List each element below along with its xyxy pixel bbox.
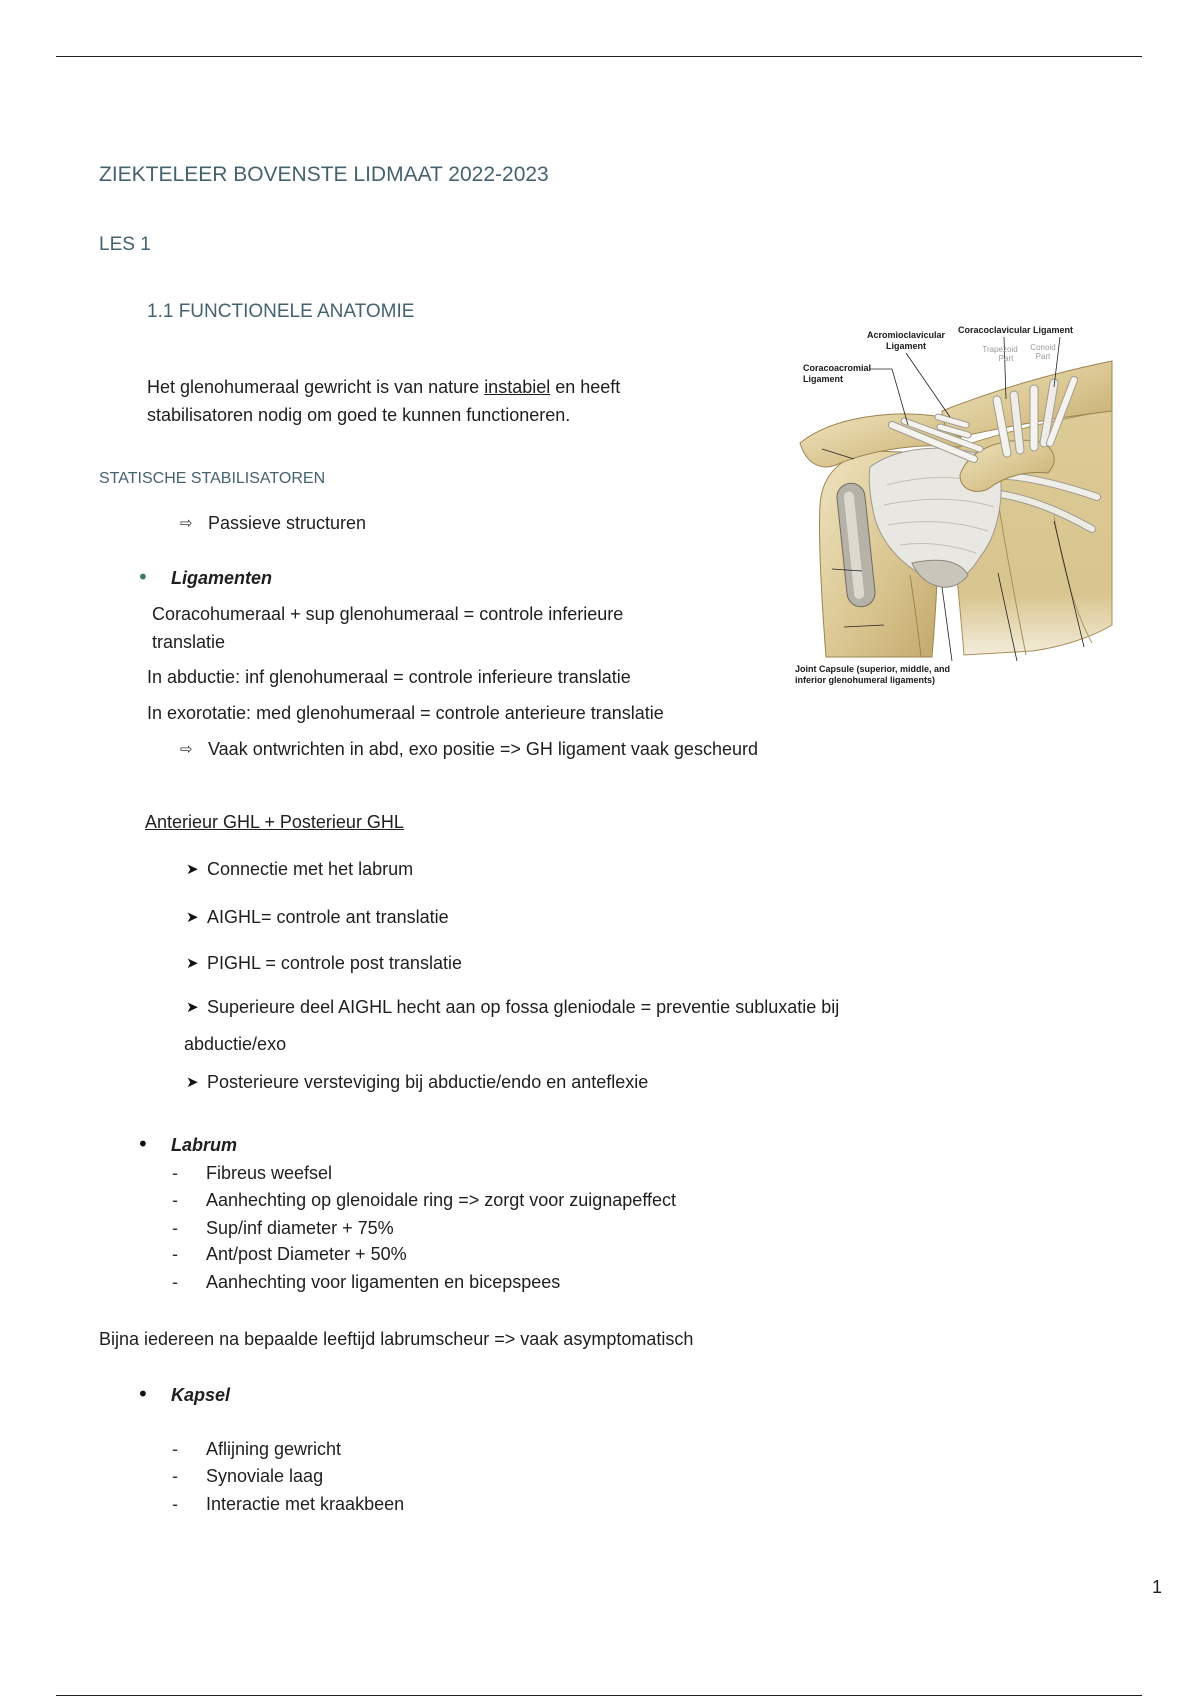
figure-label-acromioclavicular: Acromioclavicular	[866, 330, 946, 340]
arrowhead-bullet-icon: ➤	[186, 908, 199, 926]
ligament-line: In abductie: inf glenohumeraal = controle inferieure translatie	[147, 667, 631, 687]
dash-marker: -	[172, 1466, 178, 1486]
dash-marker: -	[172, 1272, 178, 1292]
ligament-note: Vaak ontwrichten in abd, exo positie => GH ligament vaak gescheurd	[208, 739, 758, 759]
passive-structures-text: Passieve structuren	[208, 513, 367, 533]
dash-marker: -	[172, 1494, 178, 1514]
arrow-icon: ⇨	[180, 514, 193, 532]
intro-text: en heeft	[550, 377, 621, 397]
kapsel-item: Synoviale laag	[206, 1466, 324, 1486]
ligament-line: In exorotatie: med glenohumeraal = controle anterieure translatie	[147, 703, 664, 723]
page-number: 1	[1152, 1577, 1163, 1597]
kapsel-title: Kapsel	[171, 1385, 231, 1405]
arrowhead-bullet-icon: ➤	[186, 1073, 199, 1091]
ligament-line: Coracohumeraal + sup glenohumeraal = controle inferieure	[152, 604, 624, 624]
intro-line	[147, 376, 620, 398]
figure-label-conoid: Part	[1035, 352, 1051, 361]
kapsel-item: Interactie met kraakbeen	[206, 1494, 405, 1514]
bullet-icon: •	[137, 1132, 149, 1156]
dash-marker: -	[172, 1163, 178, 1183]
dash-marker: -	[172, 1244, 178, 1264]
figure-label-acromioclavicular: Ligament	[885, 341, 927, 351]
arrow-icon: ⇨	[180, 740, 193, 758]
dash-marker: -	[172, 1439, 178, 1459]
labrum-title: Labrum	[171, 1135, 238, 1155]
ligaments-title: Ligamenten	[171, 568, 273, 588]
labrum-note: Bijna iedereen na bepaalde leeftijd labrumscheur => vaak asymptomatisch	[99, 1329, 694, 1349]
ghl-item: Connectie met het labrum	[207, 859, 414, 879]
figure-label-trapezoid: Trapezoid	[982, 345, 1018, 354]
kapsel-item: Aflijning gewricht	[206, 1439, 342, 1459]
arrowhead-bullet-icon: ➤	[186, 998, 199, 1016]
ghl-item: AIGHL= controle ant translatie	[207, 907, 449, 927]
labrum-item: Ant/post Diameter + 50%	[206, 1244, 407, 1264]
lesson-heading: LES 1	[99, 234, 151, 255]
instabiel-underlined: instabiel	[484, 377, 551, 397]
bullet-icon: •	[137, 1382, 149, 1406]
bullet-icon: •	[137, 565, 149, 589]
dash-marker: -	[172, 1218, 178, 1238]
labrum-item: Sup/inf diameter + 75%	[206, 1218, 394, 1238]
intro-line: stabilisatoren nodig om goed te kunnen functioneren.	[147, 405, 571, 425]
intro-text: Het glenohumeraal gewricht is van nature	[147, 377, 485, 397]
ghl-heading: Anterieur GHL + Posterieur GHL	[145, 812, 404, 832]
top-rule	[56, 56, 1142, 57]
figure-label-trapezoid: Part	[998, 354, 1014, 363]
section-heading: 1.1 FUNCTIONELE ANATOMIE	[147, 301, 415, 322]
dash-marker: -	[172, 1190, 178, 1210]
labrum-item: Aanhechting voor ligamenten en bicepspees	[206, 1272, 561, 1292]
figure-label-joint-capsule: Joint Capsule (superior, middle, and	[795, 664, 951, 674]
static-stabilizers-heading: STATISCHE STABILISATOREN	[99, 470, 326, 487]
bottom-rule	[56, 1695, 1142, 1696]
figure-label-coracoclavicular: Coracoclavicular Ligament	[958, 325, 1074, 335]
ghl-item: PIGHL = controle post translatie	[207, 953, 462, 973]
arrowhead-bullet-icon: ➤	[186, 860, 199, 878]
figure-label-coracoacromial: Ligament	[803, 374, 844, 384]
ghl-item-continuation: abductie/exo	[184, 1034, 287, 1054]
figure-label-joint-capsule: inferior glenohumeral ligaments)	[795, 675, 936, 685]
ligament-line: translatie	[152, 632, 226, 652]
page-title: ZIEKTELEER BOVENSTE LIDMAAT 2022-2023	[99, 163, 549, 186]
arrowhead-bullet-icon: ➤	[186, 954, 199, 972]
labrum-item: Fibreus weefsel	[206, 1163, 333, 1183]
labrum-item: Aanhechting op glenoidale ring => zorgt voor zuignapeffect	[206, 1190, 677, 1210]
figure-label-conoid: Conoid	[1030, 343, 1056, 352]
ghl-item: Superieure deel AIGHL hecht aan op fossa gleniodale = preventie subluxatie bij	[207, 997, 840, 1017]
shoulder-anatomy-figure	[792, 325, 1114, 690]
ghl-item: Posterieure versteviging bij abductie/endo en anteflexie	[207, 1072, 649, 1092]
figure-label-coracoacromial: Coracoacromial	[803, 363, 872, 373]
